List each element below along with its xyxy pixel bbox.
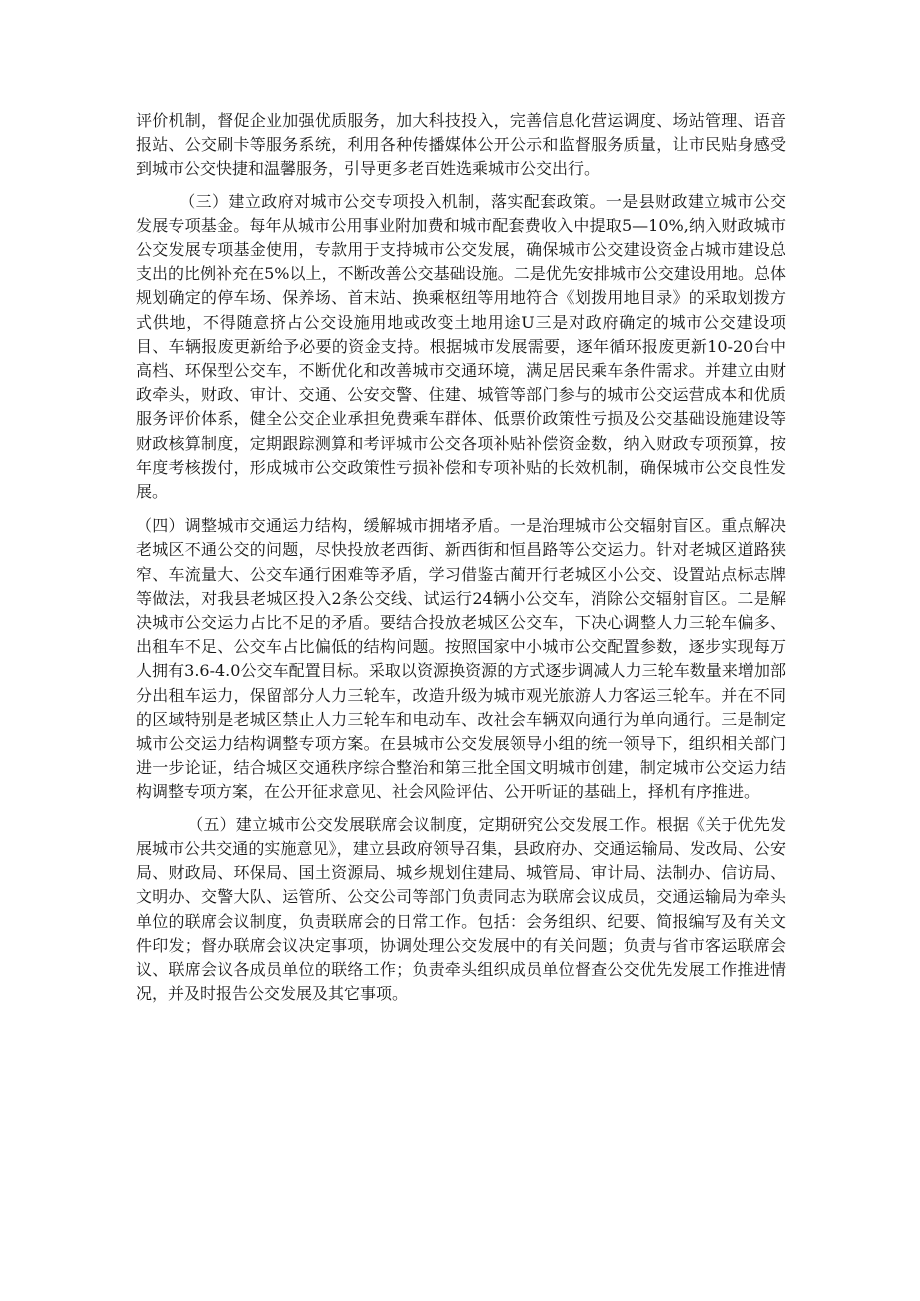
paragraph-section-3-investment: （三）建立政府对城市公交专项投入机制，落实配套政策。一是县财政建立城市公交发展专项基金。每年从城市公用事业附加费和城市配套费收入中提取5—10%,纳入财政城市公交发展专项基金使用，专款用于支持城市公交发展，确保城市公交建设资金占城市建设总支出的比例补充在5%以上，不断改善公交基础设施。二是优先安排城市公交建设用地。总体规划确定的停车场、保养场、首末站、换乘枢纽等用地符合《划拨用地目录》的采取划拨方式供地，不得随意挤占公交设施用地或改变土地用途U三是对政府确定的城市公交建设项目、车辆报废更新给予必要的资金支持。根据城市发展需要，逐年循环报废更新10-20台中高档、环保型公交车，不断优化和改善城市交通环境，满足居民乘车条件需求。并建立由财政牵头，财政、审计、交通、公安交警、住建、城管等部门参与的城市公交运营成本和优质服务评价体系，健全公交企业承担免费乘车群体、低票价政策性亏损及公交基础设施建设等财政核算制度，定期跟踪测算和考评城市公交各项补贴补偿资金数，纳入财政专项预算，按年度考核拨付，形成城市公交政策性亏损补偿和专项补贴的长效机制，确保城市公交良性发展。 bbox=[136, 191, 786, 502]
paragraph-section-5-joint-meeting: （五）建立城市公交发展联席会议制度，定期研究公交发展工作。根据《关于优先发展城市公共交通的实施意见》，建立县政府领导召集，县政府办、交通运输局、发改局、公安局、财政局、环保局、国土资源局、城乡规划住建局、城管局、审计局、法制办、信访局、文明办、交警大队、运管所、公交公司等部门负责同志为联席会议成员，交通运输局为牵头单位的联席会议制度，负责联席会的日常工作。包括：会务组织、纪要、简报编写及有关文件印发；督办联席会议决定事项，协调处理公交发展中的有关问题；负责与省市客运联席会议、联席会议各成员单位的联络工作；负责牵头组织成员单位督查公交优先发展工作推进情况，并及时报告公交发展及其它事项。 bbox=[136, 814, 786, 1004]
document-page bbox=[136, 109, 786, 1006]
paragraph-service-evaluation: 评价机制，督促企业加强优质服务，加大科技投入，完善信息化营运调度、场站管理、语音报站、公交刷卡等服务系统，利用各种传播媒体公开公示和监督服务质量，让市民贴身感受到城市公交快捷和温馨服务，引导更多老百姓选乘城市公交出行。 bbox=[136, 111, 786, 179]
paragraph-section-4-capacity: （四）调整城市交通运力结构，缓解城市拥堵矛盾。一是治理城市公交辐射盲区。重点解决老城区不通公交的问题，尽快投放老西街、新西街和恒昌路等公交运力。针对老城区道路狭窄、车流量大、公交车通行困难等矛盾，学习借鉴古蔺开行老城区小公交、设置站点标志牌等做法，对我县老城区投入2条公交线、试运行24辆小公交车，消除公交辐射盲区。二是解决城市公交运力占比不足的矛盾。要结合投放老城区公交车，下决心调整人力三轮车偏多、出租车不足、公交车占比偏低的结构问题。按照国家中小城市公交配置参数，逐步实现每万人拥有3.6-4.0公交车配置目标。采取以资源换资源的方式逐步调减人力三轮车数量来增加部分出租车运力，保留部分人力三轮车，改造升级为城市观光旅游人力客运三轮车。并在不同的区域特别是老城区禁止人力三轮车和电动车、改社会车辆双向通行为单向通行。三是制定城市公交运力结构调整专项方案。在县城市公交发展领导小组的统一领导下，组织相关部门进一步论证，结合城区交通秩序综合整治和第三批全国文明城市创建，制定城市公交运力结构调整专项方案，在公开征求意见、社会风险评估、公开听证的基础上，择机有序推进。 bbox=[136, 516, 786, 802]
